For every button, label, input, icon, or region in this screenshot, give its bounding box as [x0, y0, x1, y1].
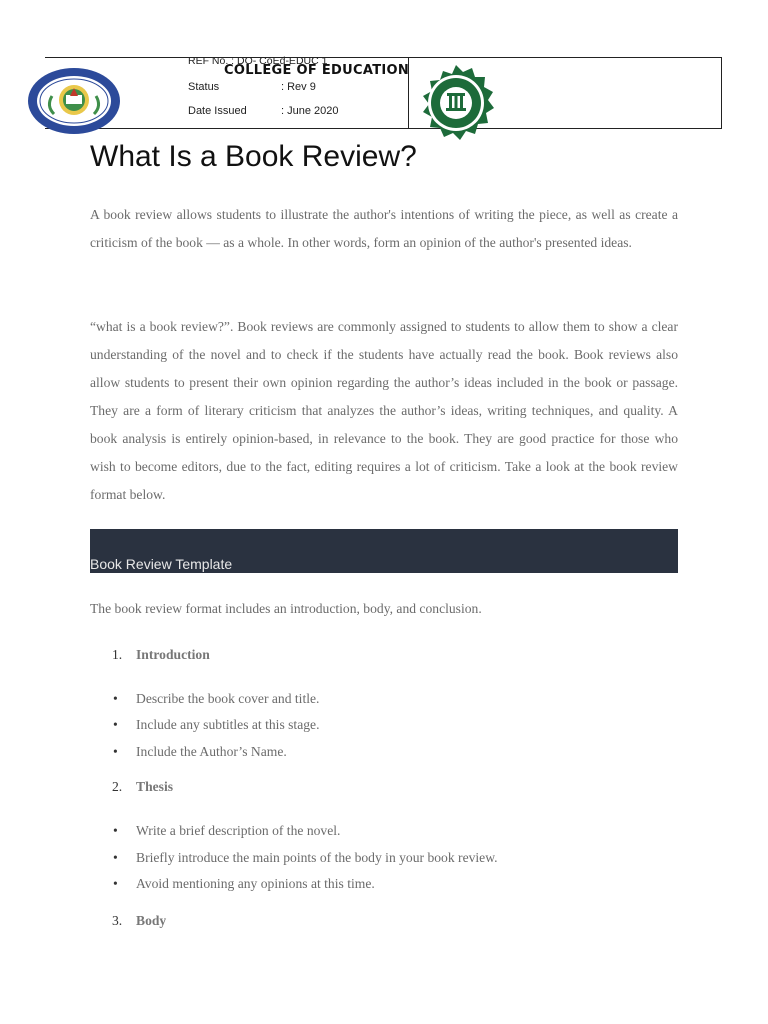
status-label: Status — [188, 81, 220, 93]
list-item-text: Briefly introduce the main points of the body in your book review. — [136, 850, 498, 865]
bullet-icon: • — [113, 876, 118, 891]
list-item-text: Include the Author’s Name. — [136, 744, 287, 759]
page-title: What Is a Book Review? — [90, 140, 417, 173]
list-item — [113, 850, 498, 866]
section-number: 3. — [112, 913, 123, 928]
list-item-text: Avoid mentioning any opinions at this time. — [136, 876, 375, 891]
list-item-text: Describe the book cover and title. — [136, 691, 320, 706]
section-number: 1. — [112, 647, 123, 662]
section-heading — [112, 779, 173, 795]
banner-title: Book Review Template — [90, 556, 233, 572]
list-item — [113, 717, 319, 733]
section-heading — [112, 647, 210, 663]
list-item — [113, 823, 340, 839]
status-value: : Rev 9 — [281, 81, 316, 93]
bullet-icon: • — [113, 691, 118, 706]
format-intro: The book review format includes an introduction, body, and conclusion. — [90, 601, 482, 616]
bullet-icon: • — [113, 850, 118, 865]
bullet-icon: • — [113, 744, 118, 759]
list-item-text: Write a brief description of the novel. — [136, 823, 341, 838]
list-item-text: Include any subtitles at this stage. — [136, 717, 320, 732]
date-issued-value: : June 2020 — [281, 105, 339, 117]
college-seal-logo — [26, 66, 122, 136]
college-name: COLLEGE OF EDUCATION — [224, 63, 410, 78]
section-heading — [112, 913, 166, 929]
section-number: 2. — [112, 779, 123, 794]
date-issued-label: Date Issued — [188, 105, 247, 117]
list-item — [113, 691, 319, 707]
ref-number: REF No. : DO- CoEd-EDUC 1 — [188, 55, 328, 67]
bullet-icon: • — [113, 823, 118, 838]
section-title: Thesis — [136, 779, 174, 794]
bullet-icon: • — [113, 717, 118, 732]
list-item — [113, 744, 287, 760]
school-seal-logo — [416, 64, 496, 144]
explanation-paragraph: “what is a book review?”. Book reviews are commonly assigned to students to allow them to show a clear understanding of the novel and to check if the students have actually read the book. Book reviews also allow students to present their own opinion regarding the author’s ideas included in the book or passage. They are a form of literary criticism that analyzes the author’s ideas, writing techniques, and quality. A book analysis is entirely opinion-based, in relevance to the book. They are good practice for those who wish to become editors, due to the fact, editing requires a lot of criticism. Take a look at the book review format below. — [90, 319, 678, 502]
list-item — [113, 876, 375, 892]
section-title: Body — [136, 913, 167, 928]
intro-paragraph: A book review allows students to illustrate the author's intentions of writing the piece, as well as create a criticism of the book — as a whole. In other words, form an opinion of the author's presented ideas. — [90, 207, 678, 250]
section-banner — [90, 529, 678, 573]
section-title: Introduction — [136, 647, 210, 662]
